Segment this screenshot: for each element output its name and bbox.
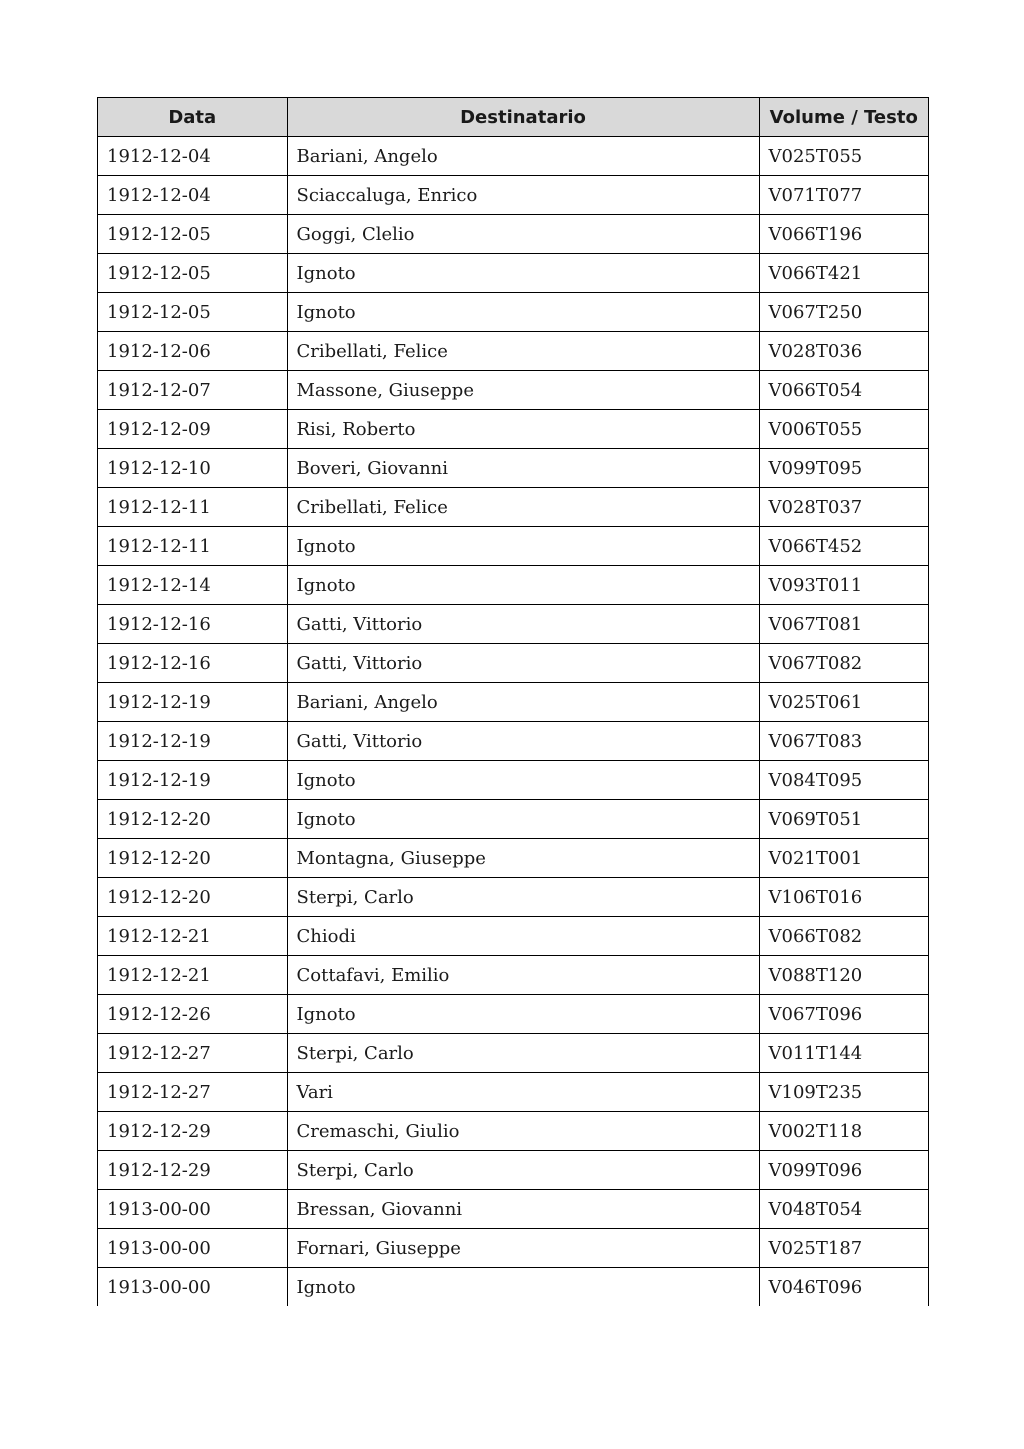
cell-volume-testo: V109T235	[759, 1073, 928, 1112]
cell-destinatario: Goggi, Clelio	[287, 215, 759, 254]
cell-volume-testo: V067T082	[759, 644, 928, 683]
cell-volume-testo: V025T187	[759, 1229, 928, 1268]
cell-data: 1912-12-19	[98, 761, 287, 800]
cell-volume-testo: V067T250	[759, 293, 928, 332]
cell-volume-testo: V067T083	[759, 722, 928, 761]
cell-data: 1912-12-04	[98, 176, 287, 215]
cell-destinatario: Ignoto	[287, 293, 759, 332]
table-row	[98, 722, 928, 761]
table-row	[98, 1073, 928, 1112]
cell-volume-testo: V021T001	[759, 839, 928, 878]
letters-table-container	[97, 97, 929, 1306]
cell-volume-testo: V099T095	[759, 449, 928, 488]
cell-data: 1912-12-05	[98, 293, 287, 332]
cell-volume-testo: V088T120	[759, 956, 928, 995]
cell-data: 1912-12-11	[98, 527, 287, 566]
cell-volume-testo: V025T055	[759, 137, 928, 176]
cell-destinatario: Gatti, Vittorio	[287, 644, 759, 683]
table-row	[98, 644, 928, 683]
cell-data: 1912-12-29	[98, 1151, 287, 1190]
cell-data: 1912-12-16	[98, 605, 287, 644]
cell-destinatario: Chiodi	[287, 917, 759, 956]
cell-destinatario: Risi, Roberto	[287, 410, 759, 449]
cell-volume-testo: V099T096	[759, 1151, 928, 1190]
cell-destinatario: Massone, Giuseppe	[287, 371, 759, 410]
cell-data: 1912-12-29	[98, 1112, 287, 1151]
table-row	[98, 449, 928, 488]
table-row	[98, 956, 928, 995]
table-row	[98, 293, 928, 332]
cell-destinatario: Gatti, Vittorio	[287, 605, 759, 644]
table-row	[98, 332, 928, 371]
cell-volume-testo: V071T077	[759, 176, 928, 215]
cell-data: 1912-12-10	[98, 449, 287, 488]
table-row	[98, 527, 928, 566]
cell-data: 1912-12-20	[98, 878, 287, 917]
table-row	[98, 566, 928, 605]
cell-data: 1913-00-00	[98, 1190, 287, 1229]
cell-volume-testo: V048T054	[759, 1190, 928, 1229]
table-row	[98, 1229, 928, 1268]
cell-destinatario: Sterpi, Carlo	[287, 1034, 759, 1073]
table-row	[98, 1268, 928, 1307]
cell-volume-testo: V106T016	[759, 878, 928, 917]
cell-destinatario: Ignoto	[287, 1268, 759, 1307]
cell-volume-testo: V066T421	[759, 254, 928, 293]
cell-data: 1912-12-19	[98, 683, 287, 722]
cell-data: 1912-12-26	[98, 995, 287, 1034]
cell-destinatario: Ignoto	[287, 995, 759, 1034]
cell-data: 1912-12-04	[98, 137, 287, 176]
cell-volume-testo: V046T096	[759, 1268, 928, 1307]
header-volume-testo: Volume / Testo	[759, 98, 928, 137]
cell-volume-testo: V067T096	[759, 995, 928, 1034]
table-row	[98, 137, 928, 176]
cell-data: 1912-12-09	[98, 410, 287, 449]
table-row	[98, 800, 928, 839]
cell-destinatario: Bariani, Angelo	[287, 137, 759, 176]
table-row	[98, 1151, 928, 1190]
cell-volume-testo: V067T081	[759, 605, 928, 644]
cell-destinatario: Gatti, Vittorio	[287, 722, 759, 761]
cell-data: 1912-12-16	[98, 644, 287, 683]
table-row	[98, 995, 928, 1034]
cell-data: 1913-00-00	[98, 1229, 287, 1268]
cell-destinatario: Cribellati, Felice	[287, 488, 759, 527]
cell-volume-testo: V084T095	[759, 761, 928, 800]
cell-destinatario: Cremaschi, Giulio	[287, 1112, 759, 1151]
table-row	[98, 917, 928, 956]
cell-volume-testo: V066T082	[759, 917, 928, 956]
cell-data: 1912-12-20	[98, 839, 287, 878]
cell-data: 1912-12-05	[98, 215, 287, 254]
cell-volume-testo: V011T144	[759, 1034, 928, 1073]
table-row	[98, 215, 928, 254]
cell-data: 1912-12-14	[98, 566, 287, 605]
cell-data: 1912-12-11	[98, 488, 287, 527]
cell-destinatario: Ignoto	[287, 800, 759, 839]
cell-destinatario: Sciaccaluga, Enrico	[287, 176, 759, 215]
cell-data: 1912-12-27	[98, 1073, 287, 1112]
cell-data: 1913-00-00	[98, 1268, 287, 1307]
cell-destinatario: Ignoto	[287, 566, 759, 605]
cell-destinatario: Boveri, Giovanni	[287, 449, 759, 488]
cell-destinatario: Ignoto	[287, 527, 759, 566]
cell-volume-testo: V093T011	[759, 566, 928, 605]
cell-volume-testo: V028T036	[759, 332, 928, 371]
cell-volume-testo: V006T055	[759, 410, 928, 449]
table-row	[98, 371, 928, 410]
header-data: Data	[98, 98, 287, 137]
table-row	[98, 1112, 928, 1151]
table-row	[98, 254, 928, 293]
cell-volume-testo: V066T452	[759, 527, 928, 566]
cell-volume-testo: V066T054	[759, 371, 928, 410]
cell-destinatario: Fornari, Giuseppe	[287, 1229, 759, 1268]
cell-volume-testo: V025T061	[759, 683, 928, 722]
cell-volume-testo: V066T196	[759, 215, 928, 254]
cell-data: 1912-12-20	[98, 800, 287, 839]
table-header-row	[98, 98, 928, 137]
cell-destinatario: Ignoto	[287, 761, 759, 800]
cell-volume-testo: V028T037	[759, 488, 928, 527]
cell-data: 1912-12-06	[98, 332, 287, 371]
cell-volume-testo: V069T051	[759, 800, 928, 839]
cell-data: 1912-12-19	[98, 722, 287, 761]
table-row	[98, 1190, 928, 1229]
cell-destinatario: Montagna, Giuseppe	[287, 839, 759, 878]
cell-destinatario: Vari	[287, 1073, 759, 1112]
cell-destinatario: Sterpi, Carlo	[287, 1151, 759, 1190]
cell-destinatario: Ignoto	[287, 254, 759, 293]
cell-destinatario: Sterpi, Carlo	[287, 878, 759, 917]
cell-destinatario: Bariani, Angelo	[287, 683, 759, 722]
letters-table	[98, 97, 928, 1306]
header-destinatario: Destinatario	[287, 98, 759, 137]
table-row	[98, 1034, 928, 1073]
table-row	[98, 683, 928, 722]
table-row	[98, 488, 928, 527]
table-row	[98, 605, 928, 644]
cell-data: 1912-12-05	[98, 254, 287, 293]
table-body	[98, 137, 928, 1307]
cell-destinatario: Cribellati, Felice	[287, 332, 759, 371]
cell-data: 1912-12-07	[98, 371, 287, 410]
cell-data: 1912-12-27	[98, 1034, 287, 1073]
table-row	[98, 761, 928, 800]
cell-data: 1912-12-21	[98, 917, 287, 956]
cell-data: 1912-12-21	[98, 956, 287, 995]
table-row	[98, 878, 928, 917]
cell-destinatario: Cottafavi, Emilio	[287, 956, 759, 995]
table-row	[98, 410, 928, 449]
cell-destinatario: Bressan, Giovanni	[287, 1190, 759, 1229]
cell-volume-testo: V002T118	[759, 1112, 928, 1151]
table-row	[98, 176, 928, 215]
table-row	[98, 839, 928, 878]
